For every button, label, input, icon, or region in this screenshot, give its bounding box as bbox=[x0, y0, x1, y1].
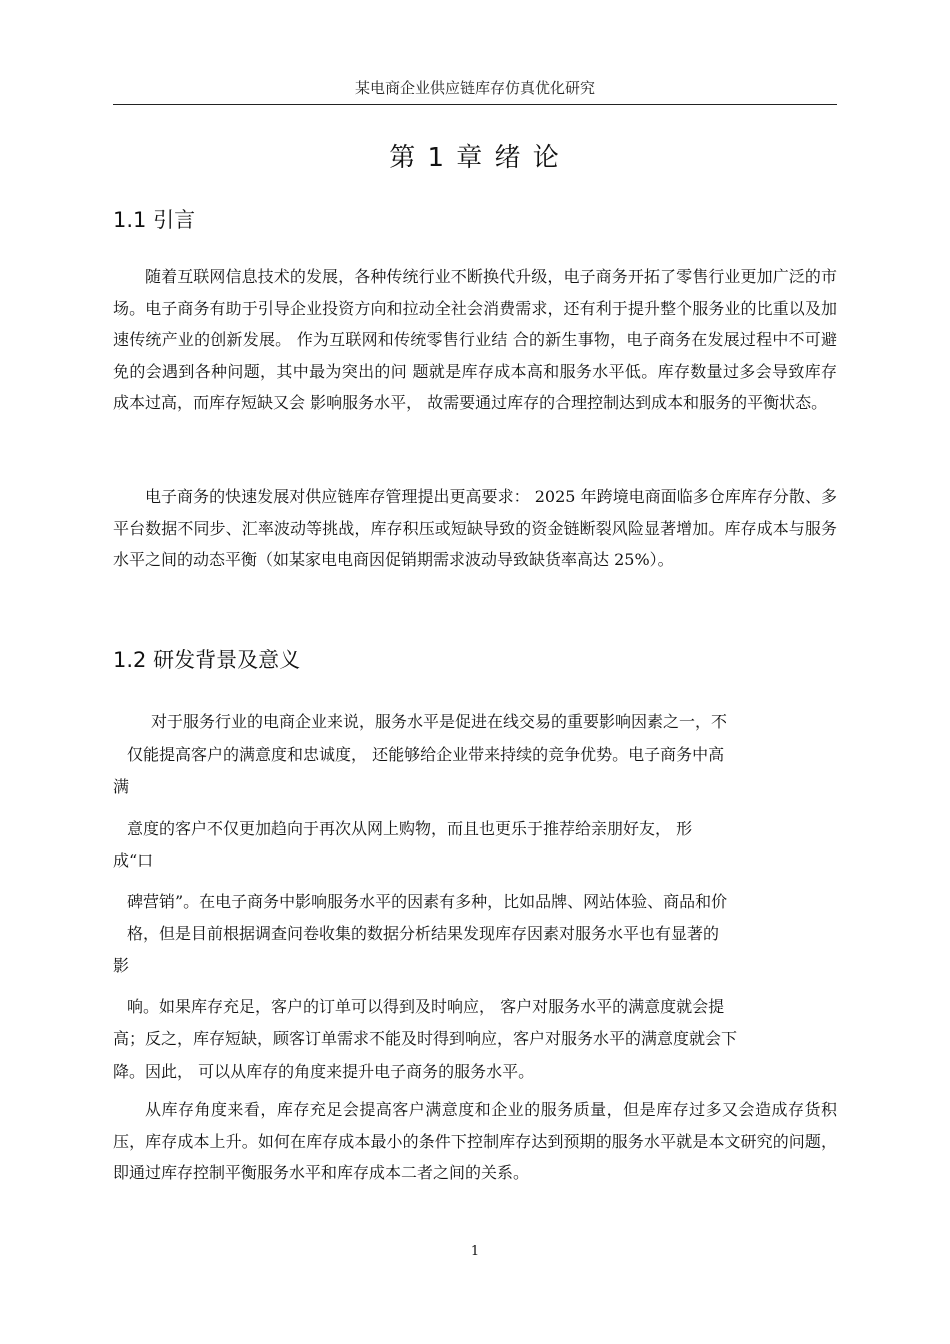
section-heading-background: 1.2 研发背景及意义 bbox=[113, 648, 301, 672]
background-line-6: 碑营销”。在电子商务中影响服务水平的因素有多种，比如品牌、网站体验、商品和价 bbox=[127, 892, 728, 911]
background-paragraph-2: 从库存角度来看，库存充足会提高客户满意度和企业的服务质量，但是库存过多又会造成存货积压，库存成本上升。如何在库存成本最小的条件下控制库存达到预期的服务水平就是本文研究的问题， 即通过库存控制平衡服务水平和库存成本二者之间的关系。 bbox=[113, 1100, 837, 1182]
background-line-3: 满 bbox=[113, 777, 130, 796]
background-line-10: 高；反之，库存短缺，顾客订单需求不能及时得到响应，客户对服务水平的满意度就会下 bbox=[113, 1029, 738, 1048]
intro-paragraph-2: 电子商务的快速发展对供应链库存管理提出更高要求： 2025 年跨境电商面临多仓库库存分散、多平台数据不同步、汇率波动等挑战，库存积压或短缺导致的资金链断裂风险显著增加。库存成本与服务水平之间的动态平衡（如某家电电商因促销期需求波动导致缺货率高达 25%）。 bbox=[113, 487, 837, 569]
running-header: 某电商企业供应链库存仿真优化研究 bbox=[354, 79, 595, 97]
background-line-7: 格，但是目前根据调查问卷收集的数据分析结果发现库存因素对服务水平也有显著的 bbox=[127, 924, 720, 943]
background-line-1: 对于服务行业的电商企业来说，服务水平是促进在线交易的重要影响因素之一，不 bbox=[151, 712, 728, 731]
background-line-9: 响。如果库存充足，客户的订单可以得到及时响应， 客户对服务水平的满意度就会提 bbox=[127, 997, 725, 1016]
section-heading-intro: 1.1 引言 bbox=[113, 208, 196, 232]
background-line-4: 意度的客户不仅更加趋向于再次从网上购物，而且也更乐于推荐给亲朋好友， 形 bbox=[127, 819, 693, 838]
chapter-title: 第 1 章 绪 论 bbox=[389, 143, 561, 173]
page-number: 1 bbox=[470, 1244, 480, 1259]
intro-paragraph-1: 随着互联网信息技术的发展，各种传统行业不断换代升级，电子商务开拓了零售行业更加广泛的市场。电子商务有助于引导企业投资方向和拉动全社会消费需求，还有利于提升整个服务业的比重以及加速传统产业的创新发展。 作为互联网和传统零售行业结 合的新生事物，电子商务在发展过程中不可避免的会遇到各种问题，其中最为突出的问 题就是库存成本高和服务水平低。库存数量过多会导致库存成本过高，而库存短缺又会 影响服务水平， 故需要通过库存的合理控制达到成本和服务的平衡状态。 bbox=[113, 267, 837, 412]
background-line-5: 成“口 bbox=[113, 851, 154, 870]
header-rule bbox=[113, 104, 837, 105]
background-line-8: 影 bbox=[113, 956, 130, 975]
background-line-2: 仅能提高客户的满意度和忠诚度， 还能够给企业带来持续的竞争优势。电子商务中高 bbox=[127, 745, 725, 764]
background-line-11: 降。因此， 可以从库存的角度来提升电子商务的服务水平。 bbox=[113, 1062, 535, 1081]
